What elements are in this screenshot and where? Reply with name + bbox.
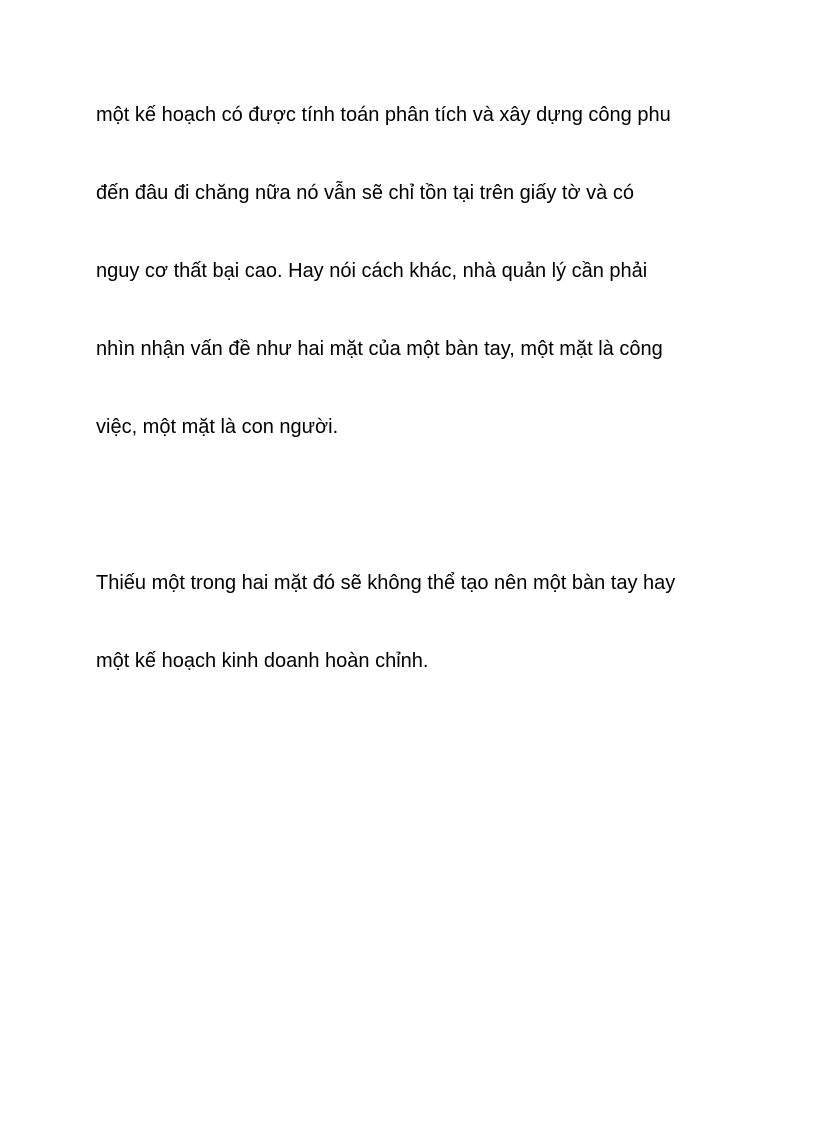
- text-line: nhìn nhận vấn đề như hai mặt của một bàn tay, một mặt là công: [96, 338, 663, 360]
- text-line: một kế hoạch kinh doanh hoàn chỉnh.: [96, 650, 429, 672]
- text-line: việc, một mặt là con người.: [96, 416, 339, 438]
- text-line: nguy cơ thất bại cao. Hay nói cách khác, nhà quản lý cần phải: [96, 260, 648, 282]
- text-line: đến đâu đi chăng nữa nó vẫn sẽ chỉ tồn tại trên giấy tờ và có: [96, 182, 634, 204]
- text-line: Thiếu một trong hai mặt đó sẽ không thể tạo nên một bàn tay hay: [96, 572, 676, 594]
- text-line: một kế hoạch có được tính toán phân tích và xây dựng công phu: [96, 104, 671, 126]
